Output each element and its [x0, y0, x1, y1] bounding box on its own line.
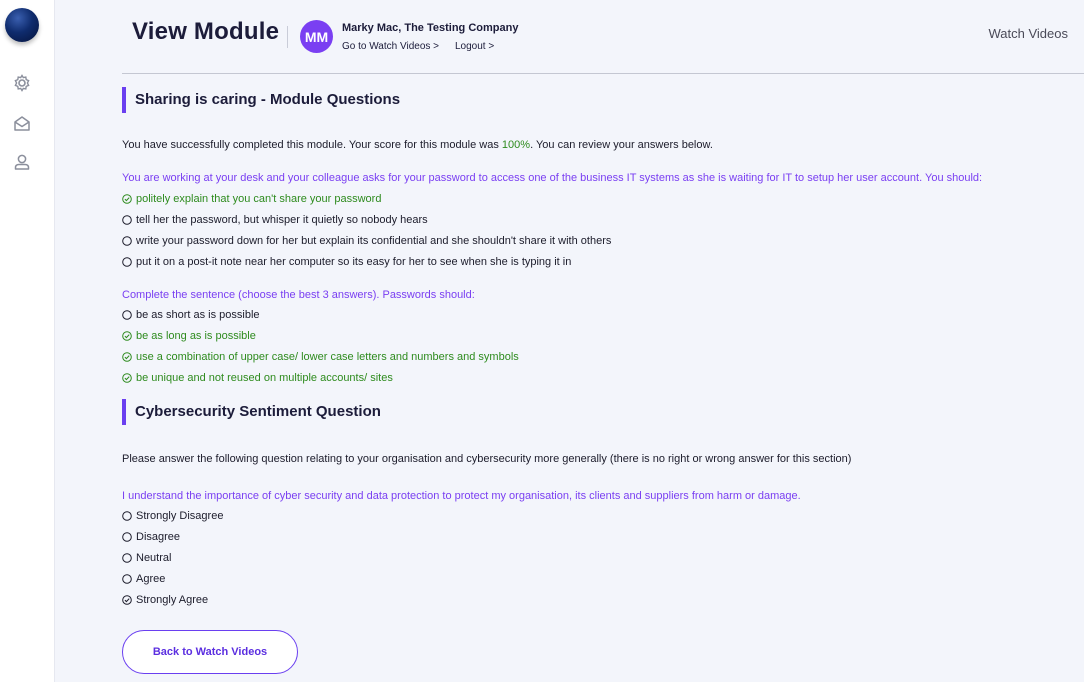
answer-option[interactable]	[122, 371, 393, 385]
check-circle-icon[interactable]	[122, 352, 132, 362]
user-name: Marky Mac, The Testing Company	[342, 22, 519, 34]
answer-option-label: write your password down for her but explain its confidential and she shouldn't share it with others	[136, 235, 612, 247]
answer-option[interactable]	[122, 213, 428, 227]
radio-icon[interactable]	[122, 511, 132, 521]
sentiment-question: I understand the importance of cyber security and data protection to protect my organisation, its clients and suppliers from harm or damage.	[122, 490, 801, 502]
answer-option[interactable]	[122, 329, 256, 343]
page-title: View Module	[132, 18, 280, 45]
answer-option-label: Agree	[136, 573, 166, 585]
question-text: You are working at your desk and your colleague asks for your password to access one of the business IT systems as she is waiting for IT to setup her user account. You should:	[122, 172, 983, 184]
answer-option-label: politely explain that you can't share your password	[136, 193, 382, 205]
score-value: 100%	[501, 139, 531, 151]
sidebar	[0, 0, 55, 682]
logout-link[interactable]: Logout >	[455, 41, 495, 52]
radio-icon[interactable]	[122, 215, 132, 225]
answer-option[interactable]	[122, 572, 165, 586]
answer-option[interactable]	[122, 192, 381, 206]
title-divider	[287, 26, 288, 48]
radio-icon[interactable]	[122, 553, 132, 563]
answer-option-label: use a combination of upper case/ lower case letters and numbers and symbols	[136, 351, 519, 363]
sentiment-intro: Please answer the following question relating to your organisation and cybersecurity more generally (there is no right or wrong answer for this section)	[122, 453, 852, 465]
score-summary	[122, 138, 713, 152]
answer-option-label: be as short as is possible	[136, 309, 260, 321]
answer-option-label: Strongly Disagree	[136, 510, 224, 522]
page-header	[54, 0, 1084, 74]
radio-icon[interactable]	[122, 257, 132, 267]
question-text: Complete the sentence (choose the best 3 answers). Passwords should:	[122, 289, 475, 301]
check-circle-icon[interactable]	[122, 373, 132, 383]
answer-option[interactable]	[122, 234, 611, 248]
answer-option[interactable]	[122, 551, 171, 565]
answer-option[interactable]	[122, 308, 260, 322]
check-circle-icon[interactable]	[122, 331, 132, 341]
answer-option[interactable]	[122, 350, 519, 364]
back-to-watch-videos-button[interactable]: Back to Watch Videos	[122, 630, 298, 674]
avatar[interactable]: MM	[300, 20, 333, 53]
watch-videos-link[interactable]: Watch Videos	[988, 26, 1068, 41]
module-questions-heading: Sharing is caring - Module Questions	[122, 87, 400, 113]
user-links	[342, 41, 510, 52]
gear-icon[interactable]	[12, 73, 32, 93]
inbox-icon[interactable]	[12, 114, 32, 134]
answer-option-label: be as long as is possible	[136, 330, 256, 342]
header-divider	[122, 73, 1084, 74]
user-icon[interactable]	[12, 152, 32, 172]
logo-icon[interactable]	[5, 8, 39, 42]
answer-option[interactable]	[122, 509, 223, 523]
radio-icon[interactable]	[122, 574, 132, 584]
check-circle-icon[interactable]	[122, 194, 132, 204]
answer-option[interactable]	[122, 593, 208, 607]
radio-icon[interactable]	[122, 310, 132, 320]
main-content	[54, 0, 1084, 682]
sentiment-heading: Cybersecurity Sentiment Question	[122, 399, 381, 425]
answer-option-label: Disagree	[136, 531, 181, 543]
answer-option-label: Strongly Agree	[136, 594, 209, 606]
answer-option[interactable]	[122, 255, 571, 269]
answer-option-label: be unique and not reused on multiple accounts/ sites	[136, 372, 393, 384]
radio-icon[interactable]	[122, 532, 132, 542]
score-summary-prefix: You have successfully completed this module. Your score for this module was	[122, 139, 502, 151]
checked-radio-icon[interactable]	[122, 595, 132, 605]
radio-icon[interactable]	[122, 236, 132, 246]
answer-option-label: tell her the password, but whisper it quietly so nobody hears	[136, 214, 428, 226]
go-to-watch-videos-link[interactable]: Go to Watch Videos >	[342, 41, 439, 52]
answer-option-label: Neutral	[136, 552, 172, 564]
answer-option-label: put it on a post-it note near her computer so its easy for her to see when she is typing it in	[136, 256, 572, 268]
score-summary-suffix: . You can review your answers below.	[530, 139, 713, 151]
answer-option[interactable]	[122, 530, 180, 544]
